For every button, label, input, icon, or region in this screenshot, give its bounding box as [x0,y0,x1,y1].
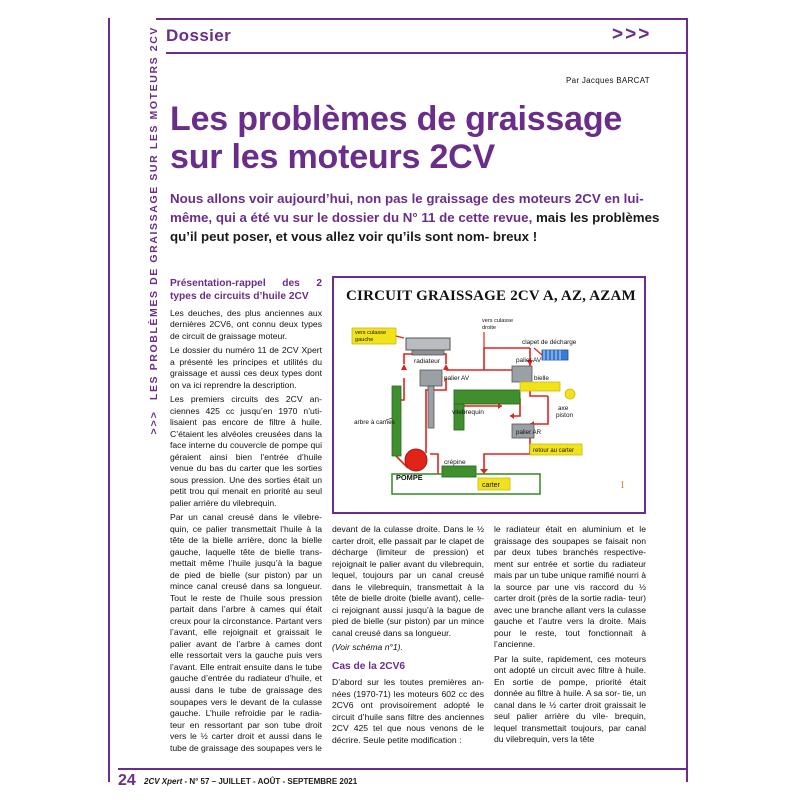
page-right-rule [686,18,688,782]
standfirst-rest: mais les problèmes qu’il peut poser, et vous allez voir qu’ils sont nom- breux ! [170,209,660,244]
figure-title: CIRCUIT GRAISSAGE 2CV A, AZ, AZAM [346,288,636,304]
svg-text:gauche: gauche [355,337,374,343]
figure-circuit-graissage [332,276,646,514]
svg-text:crépine: crépine [444,459,466,466]
svg-text:piston: piston [556,412,574,419]
page-title-line2: sur les moteurs 2CV [170,138,495,177]
paragraph: D’abord sur les toutes premières an- nées (1970-71) les moteurs 602 cc des 2CV6 ont provisoirement adopté le circuit d’huile sans filtre des anciennes 2CV 425 tel que nous venons de le décrire. Seule petite modification : [332,677,484,745]
chevron-right-icon: >>> [612,24,652,45]
footer-rule [118,768,688,770]
sidebar-vertical-text-wrapper [148,26,160,726]
svg-text:retour au carter: retour au carter [533,448,575,454]
svg-text:vers culasse: vers culasse [482,318,514,324]
svg-text:clapet de décharge: clapet de décharge [522,339,577,346]
standfirst [170,190,670,247]
paragraph-schema-ref: (Voir schéma n°1). [332,642,403,653]
standfirst-highlight: Nous allons voir aujourd’hui, non pas le graissage des moteurs 2CV en lui-même, qui a été vu sur le dossier du N° 11 de cette revue, [170,191,644,225]
body-column-2 [332,524,484,750]
body-column-3 [494,524,646,749]
body-column-1 [170,278,322,757]
paragraph: le radiateur était en aluminium et le graissage des soupapes se faisait non par deux tubes branchés respective- ment sur entrée et sortie du radiateur mais par un tube unique ramifié nourri à la source par une vis raccord du ½ carter droit (près de la sortie radia- teur) avec une branche allant vers la culasse gauche et l’autre vers la droite. Mais pour le reste, tout fonctionnait à l’ancienne. [494,524,646,650]
footer-issue [144,777,357,786]
svg-text:POMPE: POMPE [396,473,423,482]
page-title-line1: Les problèmes de graissage [170,100,623,138]
header-rule-top [156,18,688,20]
svg-text:vers culasse: vers culasse [355,330,387,336]
paragraph: Par la suite, rapidement, ces moteurs ont adopté un circuit avec filtre à huile. En sortie de pompe, priorité était donnée au filtre à huile. A sa sor- tie, un canal dans le ½ carter droit graissait le seul palier arrière du vile- brequin, lequel transmettait toujours, par canal du vilebrequin, vers la tête [494,653,646,745]
svg-text:axe: axe [558,405,569,412]
footer-magazine-name: 2CV Xpert [144,777,183,786]
page-number: 24 [118,772,136,789]
svg-text:palier AV: palier AV [444,375,470,382]
byline: Par Jacques BARCAT [566,76,650,85]
section-label: Dossier [166,26,232,45]
svg-text:radiateur: radiateur [414,358,441,365]
svg-text:1: 1 [620,480,625,491]
header-rule-bottom [166,52,688,54]
sidebar-rail [110,18,160,782]
svg-text:carter: carter [482,482,500,489]
subheading-cas-2cv6: Cas de la 2CV6 [332,660,406,672]
sidebar-vertical-title [108,18,160,782]
paragraph: Les deuches, des plus anciennes aux dernières 2CV6, ont connu deux types de circuit de graissage moteur. [170,307,322,341]
page-title [170,100,680,176]
subheading-presentation: Présentation-rappel des 2 types de circuits d’huile 2CV [170,278,322,302]
svg-text:palier AR: palier AR [516,429,542,436]
sidebar-label: LES PROBLÈMES DE GRAISSAGE SUR LES MOTEURS 2CV [148,26,160,401]
svg-text:arbre à cames: arbre à cames [354,419,395,426]
svg-text:vilebrequin: vilebrequin [452,409,484,416]
svg-text:droite: droite [482,325,496,331]
paragraph: devant de la culasse droite. Dans le ½ carter droit, elle passait par le clapet de décharge (limiteur de pression) et rejoignait le palier avant du vilebrequin, lequel, toujours par un canal creusé dans le vilebrequin, transmettait à la tête de bielle droite (bielle avant), celle- ci rejoignant aussi jusqu’à la bague de pied de bielle (sur piston) par un mince canal creusé dans sa longueur. [332,524,484,638]
paragraph: Par un canal creusé dans le vilebre- quin, ce palier transmettait l’huile à la tête de la bielle arrière, donc la bielle gauche, laquelle tête de bielle trans- mettait même l’huile jusqu’à la bague de pied de bielle (sur piston) par un mince canal creusé dans sa longueur. Tout le reste de l’huile sous pression partait dans l’arbre à cames qui était creux pour la circonstance. Partant vers l’avant, elle rejoignait et graissait le palier avant de l’arbre à cames dont elle ressortait vers la gauche puis vers l’avant. Elle entrait ensuite dans le tube gauche d’entrée du radiateur d’huile, et aussi dans le tube de graissage des soupapes vers le devant de la culasse gauche. L’huile refroidie par le radia- teur en ressortant par son tube droit vers le ½ carter droit et aussi dans le tube de graissage des soupapes vers le [170,512,322,753]
footer-issue-text: - N° 57 – JUILLET - AOÛT - SEPTEMBRE 2021 [182,777,358,786]
svg-text:bielle: bielle [534,375,549,382]
paragraph: Le dossier du numéro 11 de 2CV Xpert a présenté les principes et utilités du graissage et aussi ces deux types dont on va ici reprendre la description. [170,345,322,390]
svg-text:palier AV: palier AV [516,357,542,364]
sidebar-chevrons: >>> [148,410,160,435]
paragraph: Les premiers circuits des 2CV an- ciennes 425 cc jusqu’en 1970 n’uti- lisaient pas encore de filtre à huile. C’étaient les alvéoles creusées dans la face interne du couvercle de pompe qui géraient ainsi bien l’entrée d’huile venue du bas du carter que les sorties sous pression. Une des sorties était un petit trou qui menait en priorité au seul palier arrière du vilebrequin. [170,394,322,508]
figure-diagram [334,278,644,512]
